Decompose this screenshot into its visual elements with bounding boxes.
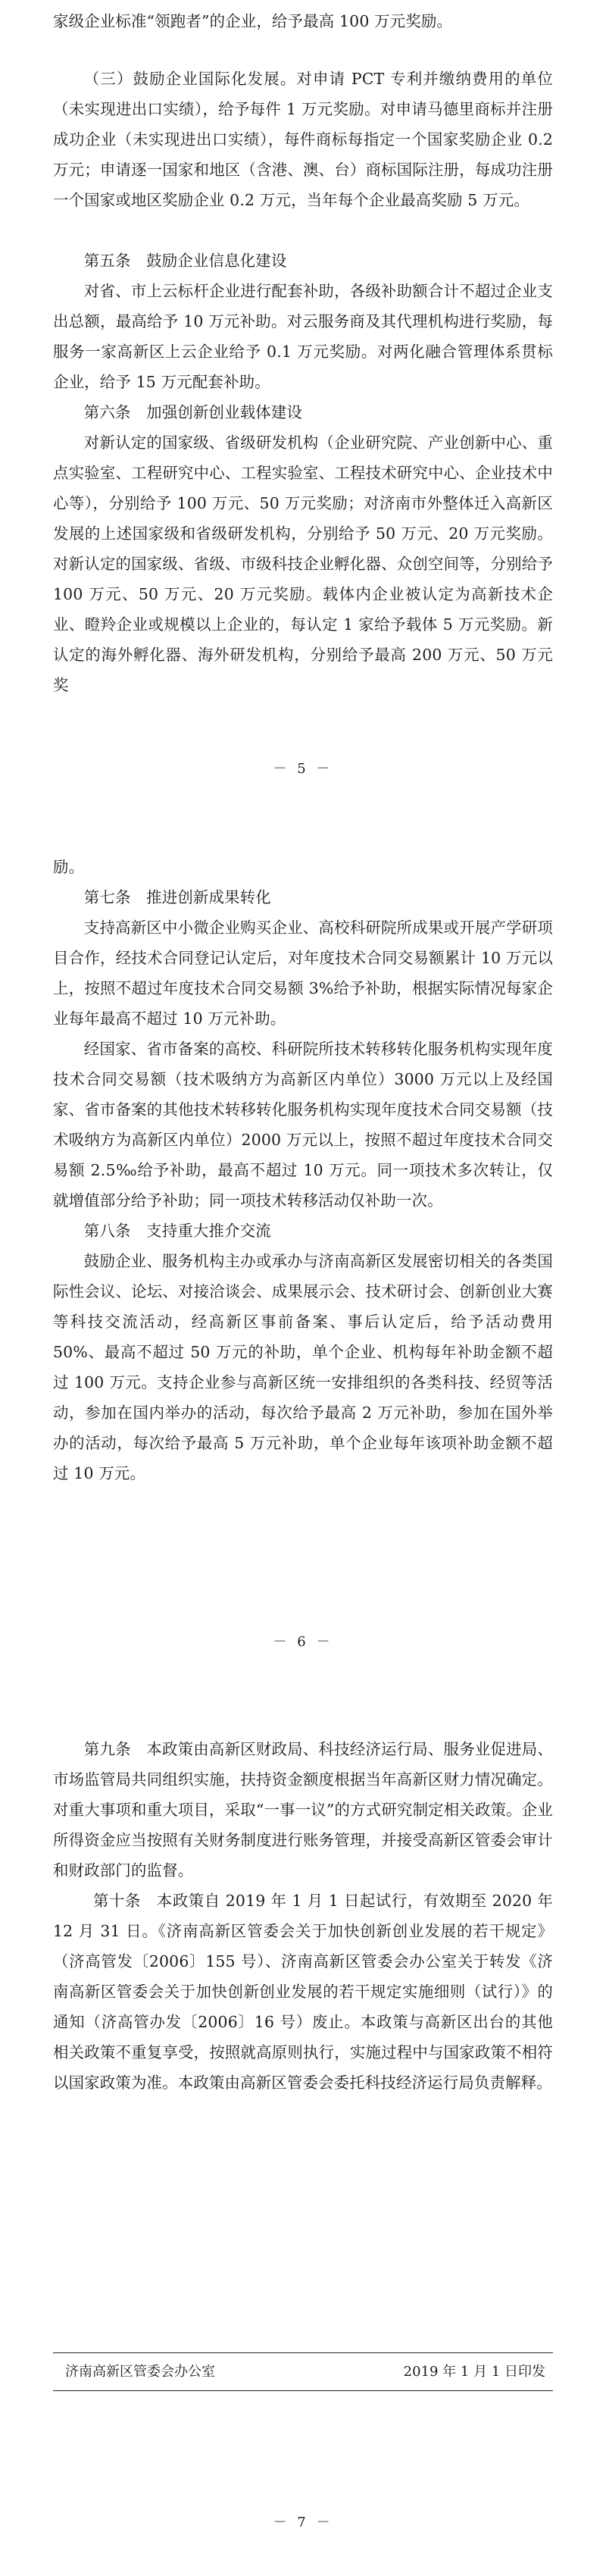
paragraph: 第十条 本政策自 2019 年 1 月 1 日起试行，有效期至 2020 年 12 月 31 日。《济南高新区管委会关于加快创新创业发展的若干规定》（济高管发〔2006〕155 号）、济南高新区管委会办公室关于转发《济南高新区管委会关于加快创新创业发展的若干规定实施细则（试行）》的通知（济高管办发〔2006〕16 号）废止。本政策与高新区出台的其他相关政策不重复享受，按照就高原则执行，实施过程中与国家政策不相符以国家政策为准。本政策由高新区管委会委托科技经济运行局负责解释。 [53, 1892, 553, 2092]
page-number: － 7 － [273, 2515, 333, 2531]
footer-bottom-rule [53, 2390, 553, 2391]
footer-issuer: 济南高新区管委会办公室 [65, 2364, 215, 2380]
paragraph: 支持高新区中小微企业购买企业、高校科研院所成果或开展产学研项目合作，经技术合同登记认定后，对年度技术合同交易额累计 10 万元以上，按照不超过年度技术合同交易额 3%给予补助，根据实际情况每家企业每年最高不超过 10 万元补助。 [53, 919, 553, 1028]
article-heading: 第六条 加强创新创业载体建设 [83, 403, 303, 421]
page-6 [0, 834, 606, 1690]
page-number: － 5 － [273, 761, 333, 777]
paragraph: 对新认定的国家级、省级研发机构（企业研究院、产业创新中心、重点实验室、工程研究中心、工程实验室、工程技术研究中心、企业技术中心等），分别给予 100 万元、50 万元奖励；对济南市外整体迁入高新区发展的上述国家级和省级研发机构，分别给予 50 万元、20 万元奖励。对新认定的国家级、省级、市级科技企业孵化器、众创空间等，分别给予 100 万元、50 万元、20 万元奖励。载体内企业被认定为高新技术企业、瞪羚企业或规模以上企业的，每认定 1 家给予载体 5 万元奖励。新认定的海外孵化器、海外研发机构，分别给予最高 200 万元、50 万元奖 [53, 434, 553, 694]
paragraph: 鼓励企业、服务机构主办或承办与济南高新区发展密切相关的各类国际性会议、论坛、对接洽谈会、成果展示会、技术研讨会、创新创业大赛等科技交流活动，经高新区事前备案、事后认定后，给予活动费用 50%、最高不超过 50 万元的补助，单个企业、机构每年补助金额不超过 100 万元。支持企业参与高新区统一安排组织的各类科技、经贸等活动，参加在国内举办的活动，每次给予最高 2 万元补助，参加在国外举办的活动，每次给予最高 5 万元补助，单个企业每年该项补助金额不超过 10 万元。 [53, 1252, 553, 1482]
article-heading: 第八条 支持重大推介交流 [83, 1222, 271, 1240]
article-heading: 第五条 鼓励企业信息化建设 [83, 252, 287, 270]
page-7 [0, 1690, 606, 2576]
paragraph: 家级企业标准“领跑者”的企业，给予最高 100 万元奖励。 [53, 12, 453, 30]
paragraph: 第九条 本政策由高新区财政局、科技经济运行局、服务业促进局、市场监管局共同组织实施，扶持资金额度根据当年高新区财力情况确定。对重大事项和重大项目，采取“一事一议”的方式研究制定相关政策。企业所得资金应当按照有关财务制度进行账务管理，并接受高新区管委会审计和财政部门的监督。 [53, 1740, 553, 1880]
paragraph: 经国家、省市备案的高校、科研院所技术转移转化服务机构实现年度技术合同交易额（技术吸纳方为高新区内单位）3000 万元以上及经国家、省市备案的其他技术转移转化服务机构实现年度技术合同交易额（技术吸纳方为高新区内单位）2000 万元以上，按照不超过年度技术合同交易额 2.5‰给予补助，最高不超过 10 万元。同一项技术多次转让，仅就增值部分给予补助；同一项技术转移活动仅补助一次。 [53, 1040, 553, 1210]
page-number: － 6 － [273, 1634, 333, 1650]
article-heading: 第七条 推进创新成果转化 [83, 888, 271, 906]
footer-top-rule [53, 2352, 553, 2353]
page-5 [0, 0, 606, 834]
paragraph: 励。 [53, 858, 85, 876]
paragraph: 对省、市上云标杆企业进行配套补助，各级补助额合计不超过企业支出总额，最高给予 10 万元补助。对云服务商及其代理机构进行奖励，每服务一家高新区上云企业给予 0.1 万元奖励。对两化融合管理体系贯标企业，给予 15 万元配套补助。 [53, 282, 553, 391]
paragraph: （三）鼓励企业国际化发展。对申请 PCT 专利并缴纳费用的单位（未实现进出口实绩），给予每件 1 万元奖励。对申请马德里商标并注册成功企业（未实现进出口实绩），每件商标每指定一个国家奖励企业 0.2 万元；申请逐一国家和地区（含港、澳、台）商标国际注册，每成功注册一个国家或地区奖励企业 0.2 万元，当年每个企业最高奖励 5 万元。 [53, 70, 553, 209]
footer-date: 2019 年 1 月 1 日印发 [403, 2364, 545, 2380]
